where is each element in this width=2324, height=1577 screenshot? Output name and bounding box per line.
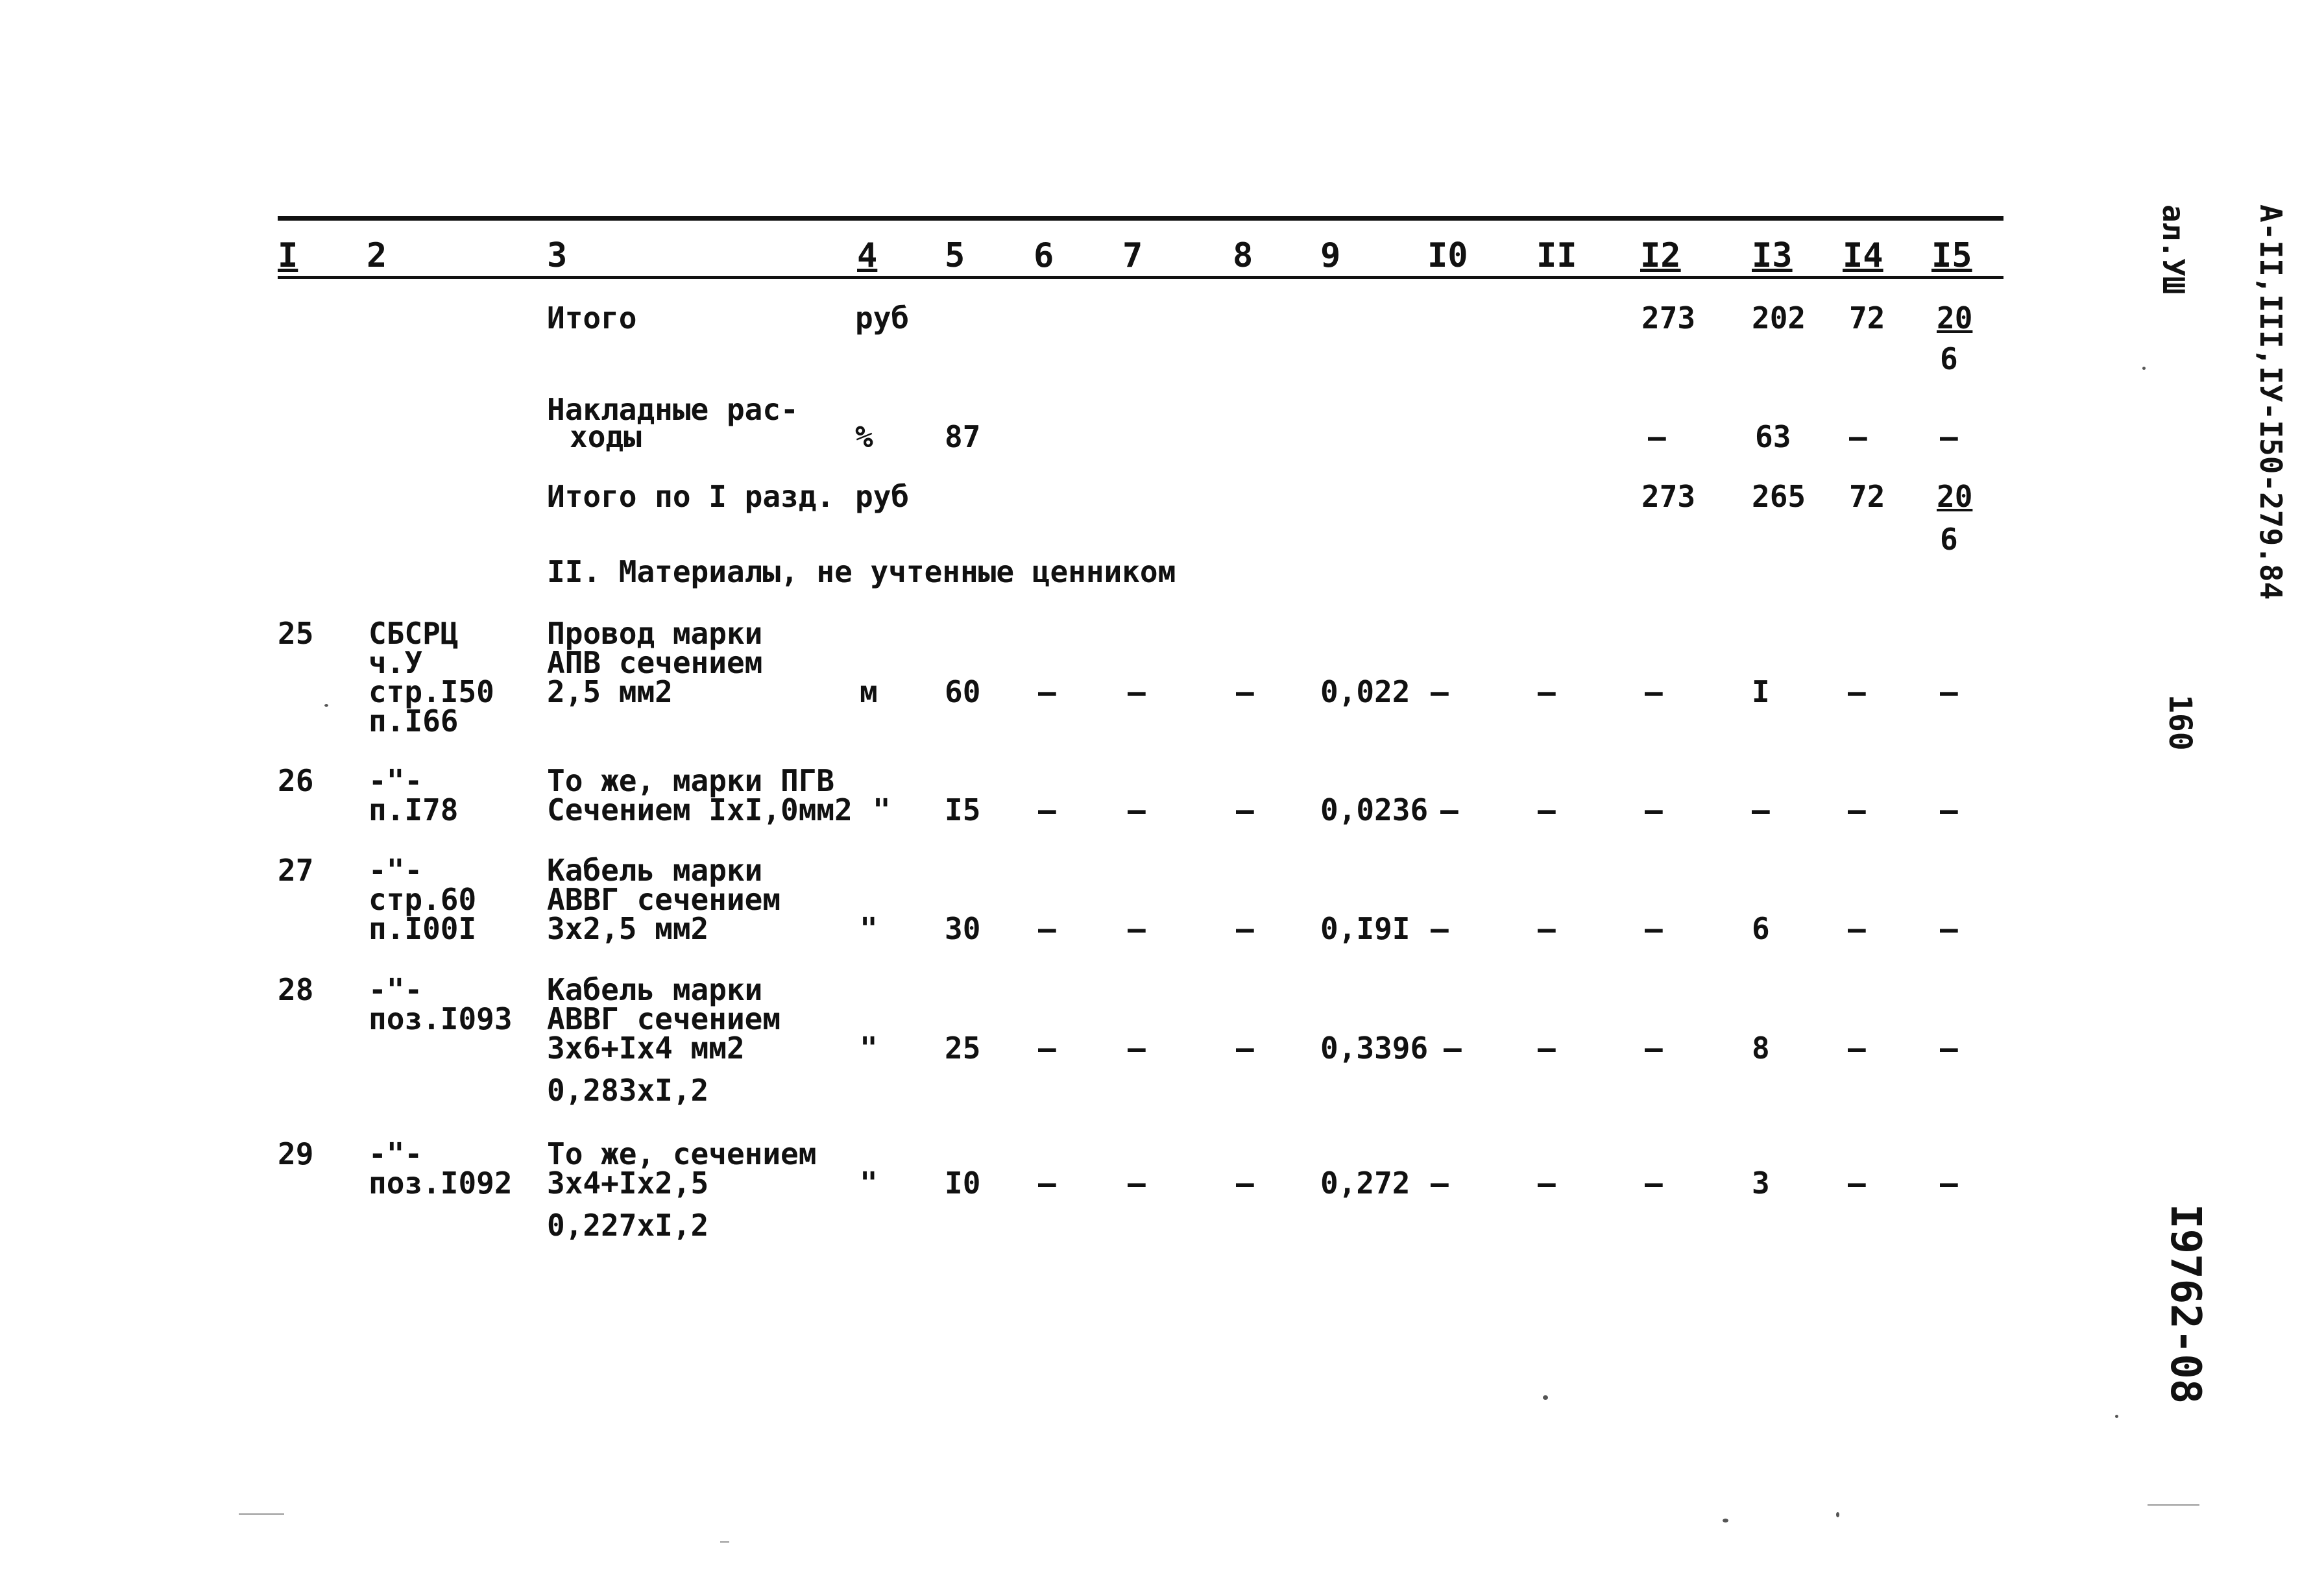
- row-col15: –: [1940, 792, 1958, 827]
- row-qty: 60: [945, 674, 981, 709]
- row-col12: –: [1645, 911, 1663, 946]
- row-qty: I5: [945, 792, 981, 827]
- row-col14: –: [1848, 911, 1866, 946]
- row-calc-note: 0,227xI,2: [547, 1208, 709, 1243]
- itogo-col13: 202: [1752, 300, 1806, 336]
- row-col7: –: [1128, 911, 1146, 946]
- row-desc-line: АПВ сечением: [547, 645, 763, 680]
- section-title: II. Материалы, не учтенные ценником: [547, 554, 1176, 589]
- column-header-15: I5: [1931, 236, 1972, 275]
- column-header-14: I4: [1843, 236, 1883, 275]
- section-total-label: Итого по I разд.: [547, 479, 835, 514]
- column-header-9: 9: [1320, 236, 1341, 275]
- row-col6: –: [1038, 674, 1056, 709]
- document-code-line1: А-II,III,IУ-I50-279.84: [2253, 204, 2288, 600]
- row-col6: –: [1038, 911, 1056, 946]
- column-header-7: 7: [1122, 236, 1143, 275]
- row-col11: –: [1538, 911, 1556, 946]
- section-total-col15-bottom: 6: [1940, 522, 1958, 557]
- row-col12: –: [1645, 674, 1663, 709]
- row-ref-line: поз.I093: [369, 1001, 513, 1036]
- row-ref-line: поз.I092: [369, 1166, 513, 1201]
- row-col9: 0,272: [1320, 1166, 1410, 1201]
- row-ref-line: -"-: [369, 1136, 423, 1171]
- scan-speck: [239, 1513, 284, 1515]
- overhead-col14: –: [1849, 419, 1867, 454]
- column-header-13: I3: [1752, 236, 1793, 275]
- row-number: 29: [278, 1136, 314, 1171]
- row-col12: –: [1645, 1166, 1663, 1201]
- page-number: 160: [2162, 694, 2198, 751]
- row-unit: ": [860, 1031, 878, 1066]
- row-col10: –: [1431, 911, 1449, 946]
- row-col12: –: [1645, 792, 1663, 827]
- scan-speck: [1836, 1512, 1839, 1517]
- table-header-border: [278, 276, 2003, 279]
- row-col6: –: [1038, 1166, 1056, 1201]
- overhead-col12: –: [1648, 419, 1666, 454]
- row-ref-line: -"-: [369, 853, 423, 888]
- row-ref-line: -"-: [369, 972, 423, 1007]
- row-desc-line: Кабель марки: [547, 972, 763, 1007]
- scan-speck: [324, 704, 328, 707]
- row-ref-line: ч.У: [369, 645, 423, 680]
- row-col13: –: [1752, 792, 1770, 827]
- row-ref-line: стр.60: [369, 882, 477, 917]
- row-col7: –: [1128, 1031, 1146, 1066]
- column-header-3: 3: [547, 236, 568, 275]
- row-unit: м: [860, 674, 878, 709]
- row-ref-line: п.I78: [369, 792, 459, 827]
- row-unit: ": [860, 1166, 878, 1201]
- section-total-col14: 72: [1849, 479, 1885, 514]
- itogo-col15-top: 20: [1937, 300, 1973, 336]
- overhead-col5: 87: [945, 419, 981, 454]
- column-header-4: 4: [857, 236, 878, 275]
- column-header-5: 5: [945, 236, 965, 275]
- overhead-label-line1: Накладные рас-: [547, 392, 799, 427]
- row-col10: –: [1431, 1166, 1449, 1201]
- scan-speck: [2142, 367, 2146, 370]
- itogo-col14: 72: [1849, 300, 1885, 336]
- row-number: 26: [278, 763, 314, 798]
- itogo-col15-bottom: 6: [1940, 341, 1958, 376]
- overhead-col13: 63: [1755, 419, 1791, 454]
- row-desc-line: 2,5 мм2: [547, 674, 673, 709]
- column-header-2: 2: [367, 236, 387, 275]
- scan-speck: [2115, 1415, 2118, 1418]
- overhead-col15: –: [1940, 419, 1958, 454]
- table-top-border: [278, 216, 2003, 221]
- section-total-unit: руб: [855, 479, 910, 514]
- row-col10: –: [1431, 674, 1449, 709]
- column-header-8: 8: [1233, 236, 1253, 275]
- row-number: 27: [278, 853, 314, 888]
- overhead-unit: %: [855, 419, 873, 454]
- row-col7: –: [1128, 792, 1146, 827]
- row-col15: –: [1940, 1166, 1958, 1201]
- scan-speck: [2148, 1504, 2199, 1506]
- row-desc-line: Кабель марки: [547, 853, 763, 888]
- row-ref-line: СБСРЦ: [369, 616, 459, 651]
- row-col7: –: [1128, 674, 1146, 709]
- row-calc-note: 0,283xI,2: [547, 1073, 709, 1108]
- row-col13: 3: [1752, 1166, 1770, 1201]
- row-ref-line: п.I66: [369, 703, 459, 739]
- row-desc-line: То же, сечением: [547, 1136, 817, 1171]
- overhead-label-line2: ходы: [570, 419, 642, 454]
- row-desc-line: 3x2,5 мм2: [547, 911, 709, 946]
- document-code: [2092, 204, 2324, 600]
- row-number: 25: [278, 616, 314, 651]
- itogo-label: Итого: [547, 300, 637, 336]
- row-col14: –: [1848, 674, 1866, 709]
- row-col9: 0,0236: [1320, 792, 1429, 827]
- archive-number: I9762-08: [2161, 1204, 2209, 1404]
- row-ref-line: п.I00I: [369, 911, 477, 946]
- row-col8: –: [1236, 792, 1254, 827]
- row-qty: 30: [945, 911, 981, 946]
- row-col14: –: [1848, 1166, 1866, 1201]
- document-code-line2: ал.УШ: [2156, 204, 2191, 295]
- row-ref-line: стр.I50: [369, 674, 494, 709]
- row-col8: –: [1236, 1031, 1254, 1066]
- row-unit: ": [873, 792, 891, 827]
- row-desc-line: 3x4+Ix2,5: [547, 1166, 709, 1201]
- row-desc-line: АВВГ сечением: [547, 882, 781, 917]
- row-col9: 0,022: [1320, 674, 1410, 709]
- section-total-col13: 265: [1752, 479, 1806, 514]
- scan-speck: [720, 1541, 729, 1543]
- row-desc-line: То же, марки ПГВ: [547, 763, 835, 798]
- row-col15: –: [1940, 674, 1958, 709]
- column-header-6: 6: [1034, 236, 1054, 275]
- row-col11: –: [1538, 1166, 1556, 1201]
- row-col6: –: [1038, 792, 1056, 827]
- row-col7: –: [1128, 1166, 1146, 1201]
- row-qty: I0: [945, 1166, 981, 1201]
- row-col14: –: [1848, 792, 1866, 827]
- row-unit: ": [860, 911, 878, 946]
- row-col13: 6: [1752, 911, 1770, 946]
- row-col11: –: [1538, 674, 1556, 709]
- row-desc-line: АВВГ сечением: [547, 1001, 781, 1036]
- scan-speck: [1723, 1519, 1728, 1522]
- row-desc-line: Сечением IxI,0мм2: [547, 792, 853, 827]
- section-total-col12: 273: [1641, 479, 1696, 514]
- column-header-12: I2: [1640, 236, 1681, 275]
- section-total-col15-top: 20: [1937, 479, 1973, 514]
- row-col9: 0,3396: [1320, 1031, 1429, 1066]
- row-col9: 0,I9I: [1320, 911, 1410, 946]
- row-col13: I: [1752, 674, 1770, 709]
- row-col14: –: [1848, 1031, 1866, 1066]
- row-col10: –: [1440, 792, 1459, 827]
- row-col12: –: [1645, 1031, 1663, 1066]
- row-ref-line: -"-: [369, 763, 423, 798]
- row-col6: –: [1038, 1031, 1056, 1066]
- row-col10: –: [1444, 1031, 1462, 1066]
- row-desc-line: Провод марки: [547, 616, 763, 651]
- itogo-col12: 273: [1641, 300, 1696, 336]
- row-desc-line: 3x6+Ix4 мм2: [547, 1031, 745, 1066]
- row-col13: 8: [1752, 1031, 1770, 1066]
- row-col8: –: [1236, 1166, 1254, 1201]
- row-col15: –: [1940, 911, 1958, 946]
- column-header-1: I: [278, 236, 298, 275]
- row-col11: –: [1538, 1031, 1556, 1066]
- row-col8: –: [1236, 911, 1254, 946]
- row-col15: –: [1940, 1031, 1958, 1066]
- row-col8: –: [1236, 674, 1254, 709]
- row-number: 28: [278, 972, 314, 1007]
- row-qty: 25: [945, 1031, 981, 1066]
- column-header-11: II: [1536, 236, 1577, 275]
- column-header-10: I0: [1427, 236, 1468, 275]
- scan-speck: [1543, 1395, 1548, 1400]
- row-col11: –: [1538, 792, 1556, 827]
- itogo-unit: руб: [855, 300, 910, 336]
